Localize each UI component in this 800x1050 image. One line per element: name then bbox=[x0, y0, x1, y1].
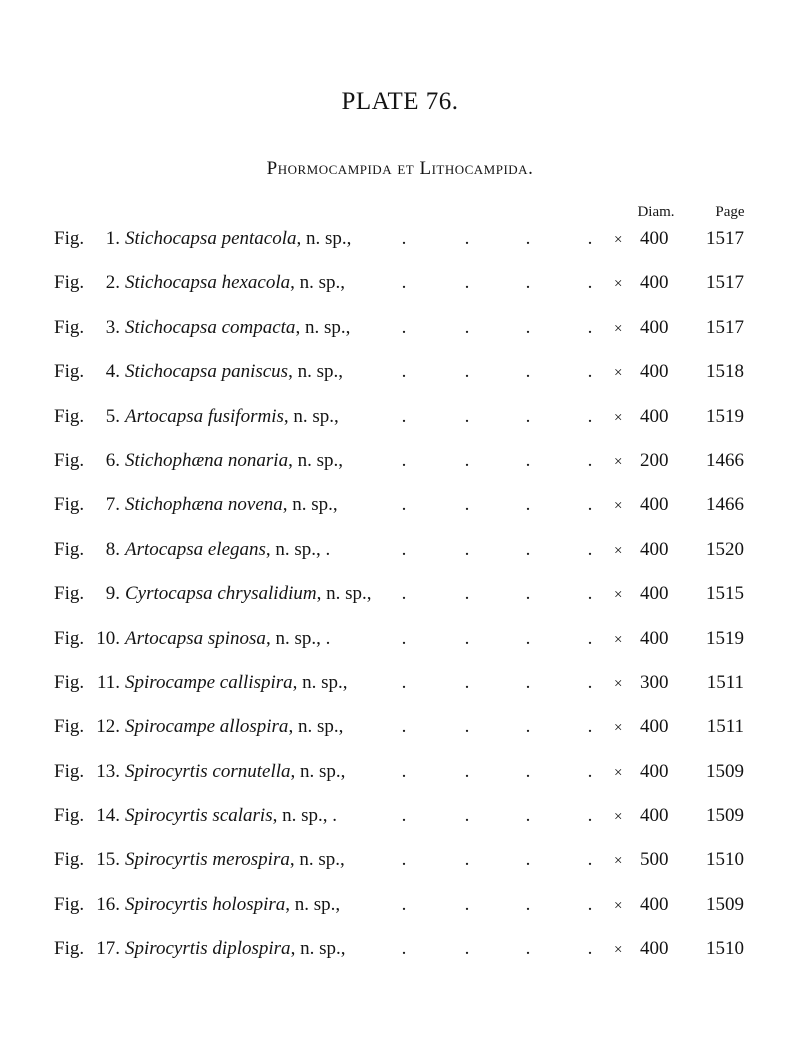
species-name: Spirocyrtis diplospira bbox=[125, 938, 291, 960]
leader-dot: . bbox=[401, 494, 407, 516]
species-label bbox=[125, 672, 348, 694]
fig-number: 14. bbox=[96, 805, 120, 827]
page-number: 1511 bbox=[706, 671, 744, 693]
fig-label: Fig. bbox=[54, 583, 85, 605]
leader-dot: . bbox=[587, 760, 593, 782]
leader-dot: . bbox=[587, 583, 593, 605]
species-name: Spirocampe allospira bbox=[125, 716, 289, 738]
leader-dot: . bbox=[401, 849, 407, 871]
page-title: PLATE 76. bbox=[341, 88, 459, 115]
leader-dot: . bbox=[587, 849, 593, 871]
leader-dot: . bbox=[587, 272, 593, 294]
magnification-value: 200 bbox=[640, 449, 669, 471]
species-name: Stichocapsa compacta bbox=[125, 316, 296, 338]
magnification-value: 300 bbox=[640, 671, 669, 693]
magnification-value: 400 bbox=[640, 272, 669, 294]
leader-dot: . bbox=[401, 316, 407, 338]
magnification-value: 400 bbox=[640, 361, 669, 383]
figure-row bbox=[0, 845, 800, 889]
leader-dot: . bbox=[525, 627, 531, 649]
page-number: 1515 bbox=[706, 583, 744, 605]
fig-number: 5. bbox=[105, 405, 120, 427]
fig-number: 6. bbox=[105, 449, 120, 471]
species-suffix: , n. sp., bbox=[290, 272, 346, 294]
figure-row bbox=[0, 712, 800, 756]
species-name: Stichocapsa pentacola bbox=[125, 228, 297, 249]
species-label bbox=[125, 317, 350, 339]
species-label bbox=[125, 583, 371, 605]
species-suffix: , n. sp., bbox=[295, 316, 351, 338]
leader-dot: . bbox=[464, 849, 470, 871]
fig-number: 16. bbox=[96, 893, 120, 915]
magnification-value: 400 bbox=[640, 405, 669, 427]
leader-dot: . bbox=[464, 938, 470, 960]
page-number: 1518 bbox=[706, 361, 744, 383]
leader-dot: . bbox=[587, 449, 593, 471]
page-number: 1509 bbox=[706, 805, 744, 827]
species-suffix: , n. sp., bbox=[292, 671, 348, 693]
species-label bbox=[125, 716, 343, 738]
leader-dot: . bbox=[525, 494, 531, 516]
leader-dot: . bbox=[464, 583, 470, 605]
species-suffix: , n. sp., bbox=[296, 228, 352, 249]
species-suffix: , n. sp., bbox=[288, 716, 344, 738]
times-sign: × bbox=[614, 764, 623, 781]
leader-dot: . bbox=[587, 316, 593, 338]
leader-dot: . bbox=[587, 716, 593, 738]
magnification-value: 400 bbox=[640, 228, 669, 249]
fig-number: 11. bbox=[96, 671, 120, 693]
leader-dot: . bbox=[401, 538, 407, 560]
species-name: Stichocapsa paniscus bbox=[125, 361, 289, 383]
species-name: Cyrtocapsa chrysalidium bbox=[125, 583, 317, 605]
leader-dot: . bbox=[464, 449, 470, 471]
species-suffix: , n. sp., bbox=[288, 361, 343, 383]
leader-dot: . bbox=[525, 760, 531, 782]
times-sign: × bbox=[614, 675, 623, 692]
leader-dot: . bbox=[464, 893, 470, 915]
leader-dot: . bbox=[525, 228, 531, 249]
figure-row bbox=[0, 934, 800, 978]
species-label bbox=[125, 272, 345, 294]
times-sign: × bbox=[614, 809, 623, 826]
figure-row bbox=[0, 357, 800, 401]
magnification-value: 400 bbox=[640, 716, 669, 738]
species-name: Artocapsa fusiformis bbox=[125, 405, 284, 427]
figure-row bbox=[0, 446, 800, 490]
leader-dot: . bbox=[525, 405, 531, 427]
leader-dot: . bbox=[587, 538, 593, 560]
leader-dot: . bbox=[525, 272, 531, 294]
species-name: Artocapsa spinosa bbox=[125, 627, 266, 649]
leader-dot: . bbox=[464, 671, 470, 693]
species-label bbox=[125, 938, 345, 960]
fig-number: 4. bbox=[105, 361, 120, 383]
page-number: 1520 bbox=[706, 538, 744, 560]
leader-dot: . bbox=[525, 805, 531, 827]
leader-dot: . bbox=[401, 583, 407, 605]
fig-label: Fig. bbox=[54, 627, 85, 649]
fig-label: Fig. bbox=[54, 538, 85, 560]
times-sign: × bbox=[614, 542, 623, 559]
page-number: 1509 bbox=[706, 760, 744, 782]
species-name: Spirocampe callispira bbox=[125, 671, 293, 693]
figure-row bbox=[0, 535, 800, 579]
leader-dot: . bbox=[464, 361, 470, 383]
fig-label: Fig. bbox=[54, 760, 85, 782]
fig-label: Fig. bbox=[54, 361, 85, 383]
fig-label: Fig. bbox=[54, 272, 85, 294]
page-number: 1517 bbox=[706, 272, 744, 294]
fig-label: Fig. bbox=[54, 228, 85, 249]
leader-dot: . bbox=[525, 361, 531, 383]
subtitle: Phormocampida et Lithocampida. bbox=[266, 158, 534, 179]
leader-dot: . bbox=[401, 405, 407, 427]
page-number: 1509 bbox=[706, 893, 744, 915]
column-header-page: Page bbox=[715, 204, 745, 220]
leader-dot: . bbox=[525, 583, 531, 605]
leader-dot: . bbox=[587, 627, 593, 649]
species-suffix: , n. sp., bbox=[283, 405, 339, 427]
leader-dot: . bbox=[464, 405, 470, 427]
fig-number: 7. bbox=[105, 494, 120, 516]
fig-label: Fig. bbox=[54, 671, 85, 693]
leader-dot: . bbox=[587, 494, 593, 516]
figure-row bbox=[0, 668, 800, 712]
leader-dot: . bbox=[587, 805, 593, 827]
fig-number: 17. bbox=[96, 938, 120, 960]
leader-dot: . bbox=[401, 361, 407, 383]
magnification-value: 400 bbox=[640, 627, 669, 649]
species-suffix: , n. sp., bbox=[290, 938, 346, 960]
species-name: Spirocyrtis merospira bbox=[125, 849, 290, 871]
fig-label: Fig. bbox=[54, 405, 85, 427]
species-label bbox=[125, 450, 343, 472]
times-sign: × bbox=[614, 276, 623, 293]
leader-dot: . bbox=[401, 760, 407, 782]
leader-dot: . bbox=[401, 627, 407, 649]
leader-dot: . bbox=[464, 316, 470, 338]
leader-dot: . bbox=[587, 671, 593, 693]
fig-label: Fig. bbox=[54, 449, 85, 471]
species-name: Spirocyrtis holospira bbox=[125, 893, 286, 915]
species-suffix: , n. sp., bbox=[290, 760, 346, 782]
times-sign: × bbox=[614, 498, 623, 515]
leader-dot: . bbox=[401, 449, 407, 471]
leader-dot: . bbox=[401, 228, 407, 249]
magnification-value: 400 bbox=[640, 316, 669, 338]
page-number: 1466 bbox=[706, 449, 744, 471]
fig-number: 3. bbox=[105, 316, 120, 338]
figure-row bbox=[0, 313, 800, 357]
species-label bbox=[125, 894, 340, 916]
fig-label: Fig. bbox=[54, 716, 85, 738]
figure-row bbox=[0, 402, 800, 446]
leader-dot: . bbox=[401, 716, 407, 738]
fig-number: 10. bbox=[96, 627, 120, 649]
page-number: 1466 bbox=[706, 494, 744, 516]
species-label bbox=[125, 761, 345, 783]
species-label bbox=[125, 361, 343, 383]
magnification-value: 400 bbox=[640, 893, 669, 915]
fig-number: 8. bbox=[105, 538, 120, 560]
fig-label: Fig. bbox=[54, 893, 85, 915]
leader-dot: . bbox=[525, 849, 531, 871]
times-sign: × bbox=[614, 365, 623, 382]
species-name: Spirocyrtis cornutella bbox=[125, 760, 291, 782]
magnification-value: 400 bbox=[640, 760, 669, 782]
times-sign: × bbox=[614, 409, 623, 426]
fig-label: Fig. bbox=[54, 938, 85, 960]
fig-number: 1. bbox=[105, 228, 120, 249]
leader-dot: . bbox=[587, 405, 593, 427]
page-number: 1517 bbox=[706, 228, 744, 249]
species-label bbox=[125, 849, 345, 871]
leader-dot: . bbox=[525, 449, 531, 471]
times-sign: × bbox=[614, 897, 623, 914]
figure-row bbox=[0, 224, 800, 268]
leader-dot: . bbox=[401, 805, 407, 827]
fig-number: 2. bbox=[105, 272, 120, 294]
leader-dot: . bbox=[464, 538, 470, 560]
times-sign: × bbox=[614, 942, 623, 959]
species-label bbox=[125, 628, 330, 650]
fig-label: Fig. bbox=[54, 494, 85, 516]
leader-dot: . bbox=[587, 228, 593, 249]
column-header-diam: Diam. bbox=[637, 204, 675, 220]
figure-row bbox=[0, 757, 800, 801]
magnification-value: 400 bbox=[640, 494, 669, 516]
leader-dot: . bbox=[587, 361, 593, 383]
species-suffix: , n. sp., bbox=[316, 583, 372, 605]
page-number: 1519 bbox=[706, 627, 744, 649]
species-suffix: , n. sp., bbox=[282, 494, 338, 516]
leader-dot: . bbox=[464, 494, 470, 516]
fig-number: 12. bbox=[96, 716, 120, 738]
species-suffix: , n. sp., . bbox=[265, 538, 331, 560]
leader-dot: . bbox=[401, 671, 407, 693]
leader-dot: . bbox=[401, 272, 407, 294]
leader-dot: . bbox=[525, 316, 531, 338]
times-sign: × bbox=[614, 587, 623, 604]
leader-dot: . bbox=[464, 627, 470, 649]
species-suffix: , n. sp., bbox=[285, 893, 341, 915]
page-number: 1511 bbox=[706, 716, 744, 738]
fig-number: 9. bbox=[105, 583, 120, 605]
species-name: Stichophæna novena bbox=[125, 494, 283, 516]
species-suffix: , n. sp., . bbox=[272, 805, 338, 827]
magnification-value: 400 bbox=[640, 938, 669, 960]
page-number: 1510 bbox=[706, 938, 744, 960]
times-sign: × bbox=[614, 232, 623, 248]
leader-dot: . bbox=[464, 228, 470, 249]
species-name: Stichocapsa hexacola bbox=[125, 272, 291, 294]
magnification-value: 500 bbox=[640, 849, 669, 871]
leader-dot: . bbox=[525, 938, 531, 960]
magnification-value: 400 bbox=[640, 583, 669, 605]
species-label bbox=[125, 805, 337, 827]
leader-dot: . bbox=[525, 716, 531, 738]
times-sign: × bbox=[614, 453, 623, 470]
leader-dot: . bbox=[525, 671, 531, 693]
page-number: 1510 bbox=[706, 849, 744, 871]
figure-row bbox=[0, 579, 800, 623]
fig-label: Fig. bbox=[54, 849, 85, 871]
species-label bbox=[125, 228, 351, 250]
page-number: 1519 bbox=[706, 405, 744, 427]
times-sign: × bbox=[614, 320, 623, 337]
magnification-value: 400 bbox=[640, 805, 669, 827]
leader-dot: . bbox=[525, 538, 531, 560]
species-label bbox=[125, 539, 330, 561]
leader-dot: . bbox=[587, 893, 593, 915]
figure-row bbox=[0, 490, 800, 534]
magnification-value: 400 bbox=[640, 538, 669, 560]
times-sign: × bbox=[614, 720, 623, 737]
leader-dot: . bbox=[587, 938, 593, 960]
leader-dot: . bbox=[464, 760, 470, 782]
times-sign: × bbox=[614, 853, 623, 870]
species-name: Spirocyrtis scalaris bbox=[125, 805, 273, 827]
figure-row bbox=[0, 268, 800, 312]
species-name: Stichophæna nonaria bbox=[125, 449, 289, 471]
figure-list bbox=[0, 224, 800, 979]
species-label bbox=[125, 406, 339, 428]
species-suffix: , n. sp., bbox=[288, 449, 343, 471]
figure-row bbox=[0, 624, 800, 668]
leader-dot: . bbox=[401, 938, 407, 960]
leader-dot: . bbox=[464, 716, 470, 738]
fig-number: 13. bbox=[96, 760, 120, 782]
fig-label: Fig. bbox=[54, 805, 85, 827]
figure-row bbox=[0, 801, 800, 845]
species-name: Artocapsa elegans bbox=[125, 538, 266, 560]
page-number: 1517 bbox=[706, 316, 744, 338]
leader-dot: . bbox=[464, 805, 470, 827]
leader-dot: . bbox=[464, 272, 470, 294]
figure-row bbox=[0, 890, 800, 934]
fig-number: 15. bbox=[96, 849, 120, 871]
leader-dot: . bbox=[401, 893, 407, 915]
species-label bbox=[125, 494, 338, 516]
species-suffix: , n. sp., . bbox=[265, 627, 331, 649]
fig-label: Fig. bbox=[54, 316, 85, 338]
times-sign: × bbox=[614, 631, 623, 648]
species-suffix: , n. sp., bbox=[289, 849, 345, 871]
leader-dot: . bbox=[525, 893, 531, 915]
